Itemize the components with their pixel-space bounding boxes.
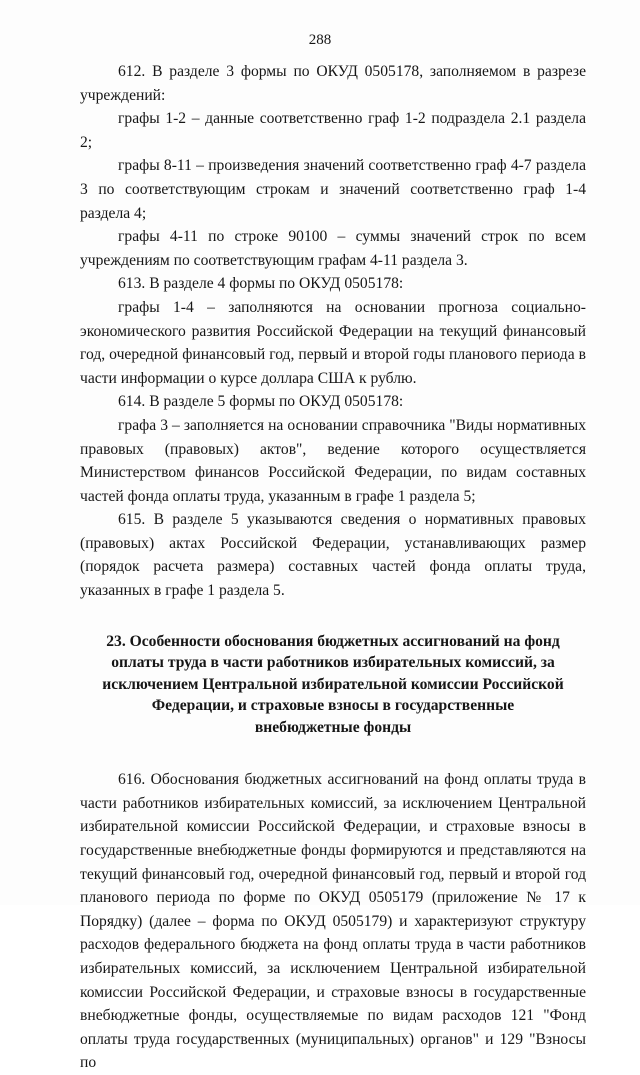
paragraph-615: 615. В разделе 5 указываются сведения о нормативных правовых (правовых) актах Российской Федерации, устанавливающих размер (порядок расчета размера) составных частей фонда оплаты труда, указанных в графе 1 раздела 5. bbox=[80, 511, 586, 600]
heading-line-1: 23. Особенности обоснования бюджетных ассигнований на фонд bbox=[106, 632, 560, 650]
paragraph-612: 612. В разделе 3 формы по ОКУД 0505178, заполняемом в разрезе учреждений: bbox=[80, 63, 586, 104]
paragraph-612-columns-8-11: графы 8-11 – произведения значений соответственно граф 4-7 раздела 3 по соответствующим строкам и значений соответственно граф 1-4 раздела 4; bbox=[80, 157, 586, 222]
paragraph-616: 616. Обоснования бюджетных ассигнований на фонд оплаты труда в части работников избирательных комиссий, за исключением Центральной избирательной комиссии Российской Федерации, и страховые взносы в государственные внебюджетные фонды формируются и представляются на текущий финансовый год, очередной финансовый год, первый и второй год планового периода по форме по ОКУД 0505179 (приложение № 17 к Порядку) (далее – форма по ОКУД 0505179) и характеризуют структуру расходов федерального бюджета на фонд оплаты труда в части работников избирательных комиссий, за исключением Центральной избирательной комиссии Российской Федерации, и страховые взносы в государственные внебюджетные фонды, осуществляемые по видам расходов 121 "Фонд оплаты труда государственных (муниципальных) органов" и 129 "Взносы по bbox=[80, 771, 586, 1072]
heading-line-3: исключением Центральной избирательной комиссии Российской bbox=[102, 675, 564, 693]
document-body bbox=[80, 60, 586, 1075]
paragraph-612-row-90100: графы 4-11 по строке 90100 – суммы значений строк по всем учреждениям по соответствующим графам 4-11 раздела 3. bbox=[80, 228, 586, 269]
section-heading-23 bbox=[80, 631, 586, 739]
paragraph-613-columns-1-4: графы 1-4 – заполняются на основании прогноза социально-экономического развития Российской Федерации на текущий финансовый год, очередной финансовый год, первый и второй годы планового периода в части информации о курсе доллара США к рублю. bbox=[80, 298, 586, 387]
heading-line-4: Федерации, и страховые взносы в государственные bbox=[151, 697, 515, 715]
heading-line-2: оплаты труда в части работников избирательных комиссий, за bbox=[111, 654, 555, 672]
paragraph-612-columns-1-2: графы 1-2 – данные соответственно граф 1-2 подраздела 2.1 раздела 2; bbox=[80, 110, 586, 151]
page-number: 288 bbox=[308, 32, 332, 48]
heading-line-5: внебюджетные фонды bbox=[254, 718, 412, 736]
paragraph-613: 613. В разделе 4 формы по ОКУД 0505178: bbox=[118, 275, 404, 293]
paragraph-614: 614. В разделе 5 формы по ОКУД 0505178: bbox=[118, 393, 404, 411]
paragraph-614-column-3: графа 3 – заполняется на основании справочника "Виды нормативных правовых (правовых) актов", ведение которого осуществляется Министерством финансов Российской Федерации, по видам составных частей фонда оплаты труда, указанным в графе 1 раздела 5; bbox=[80, 416, 586, 505]
